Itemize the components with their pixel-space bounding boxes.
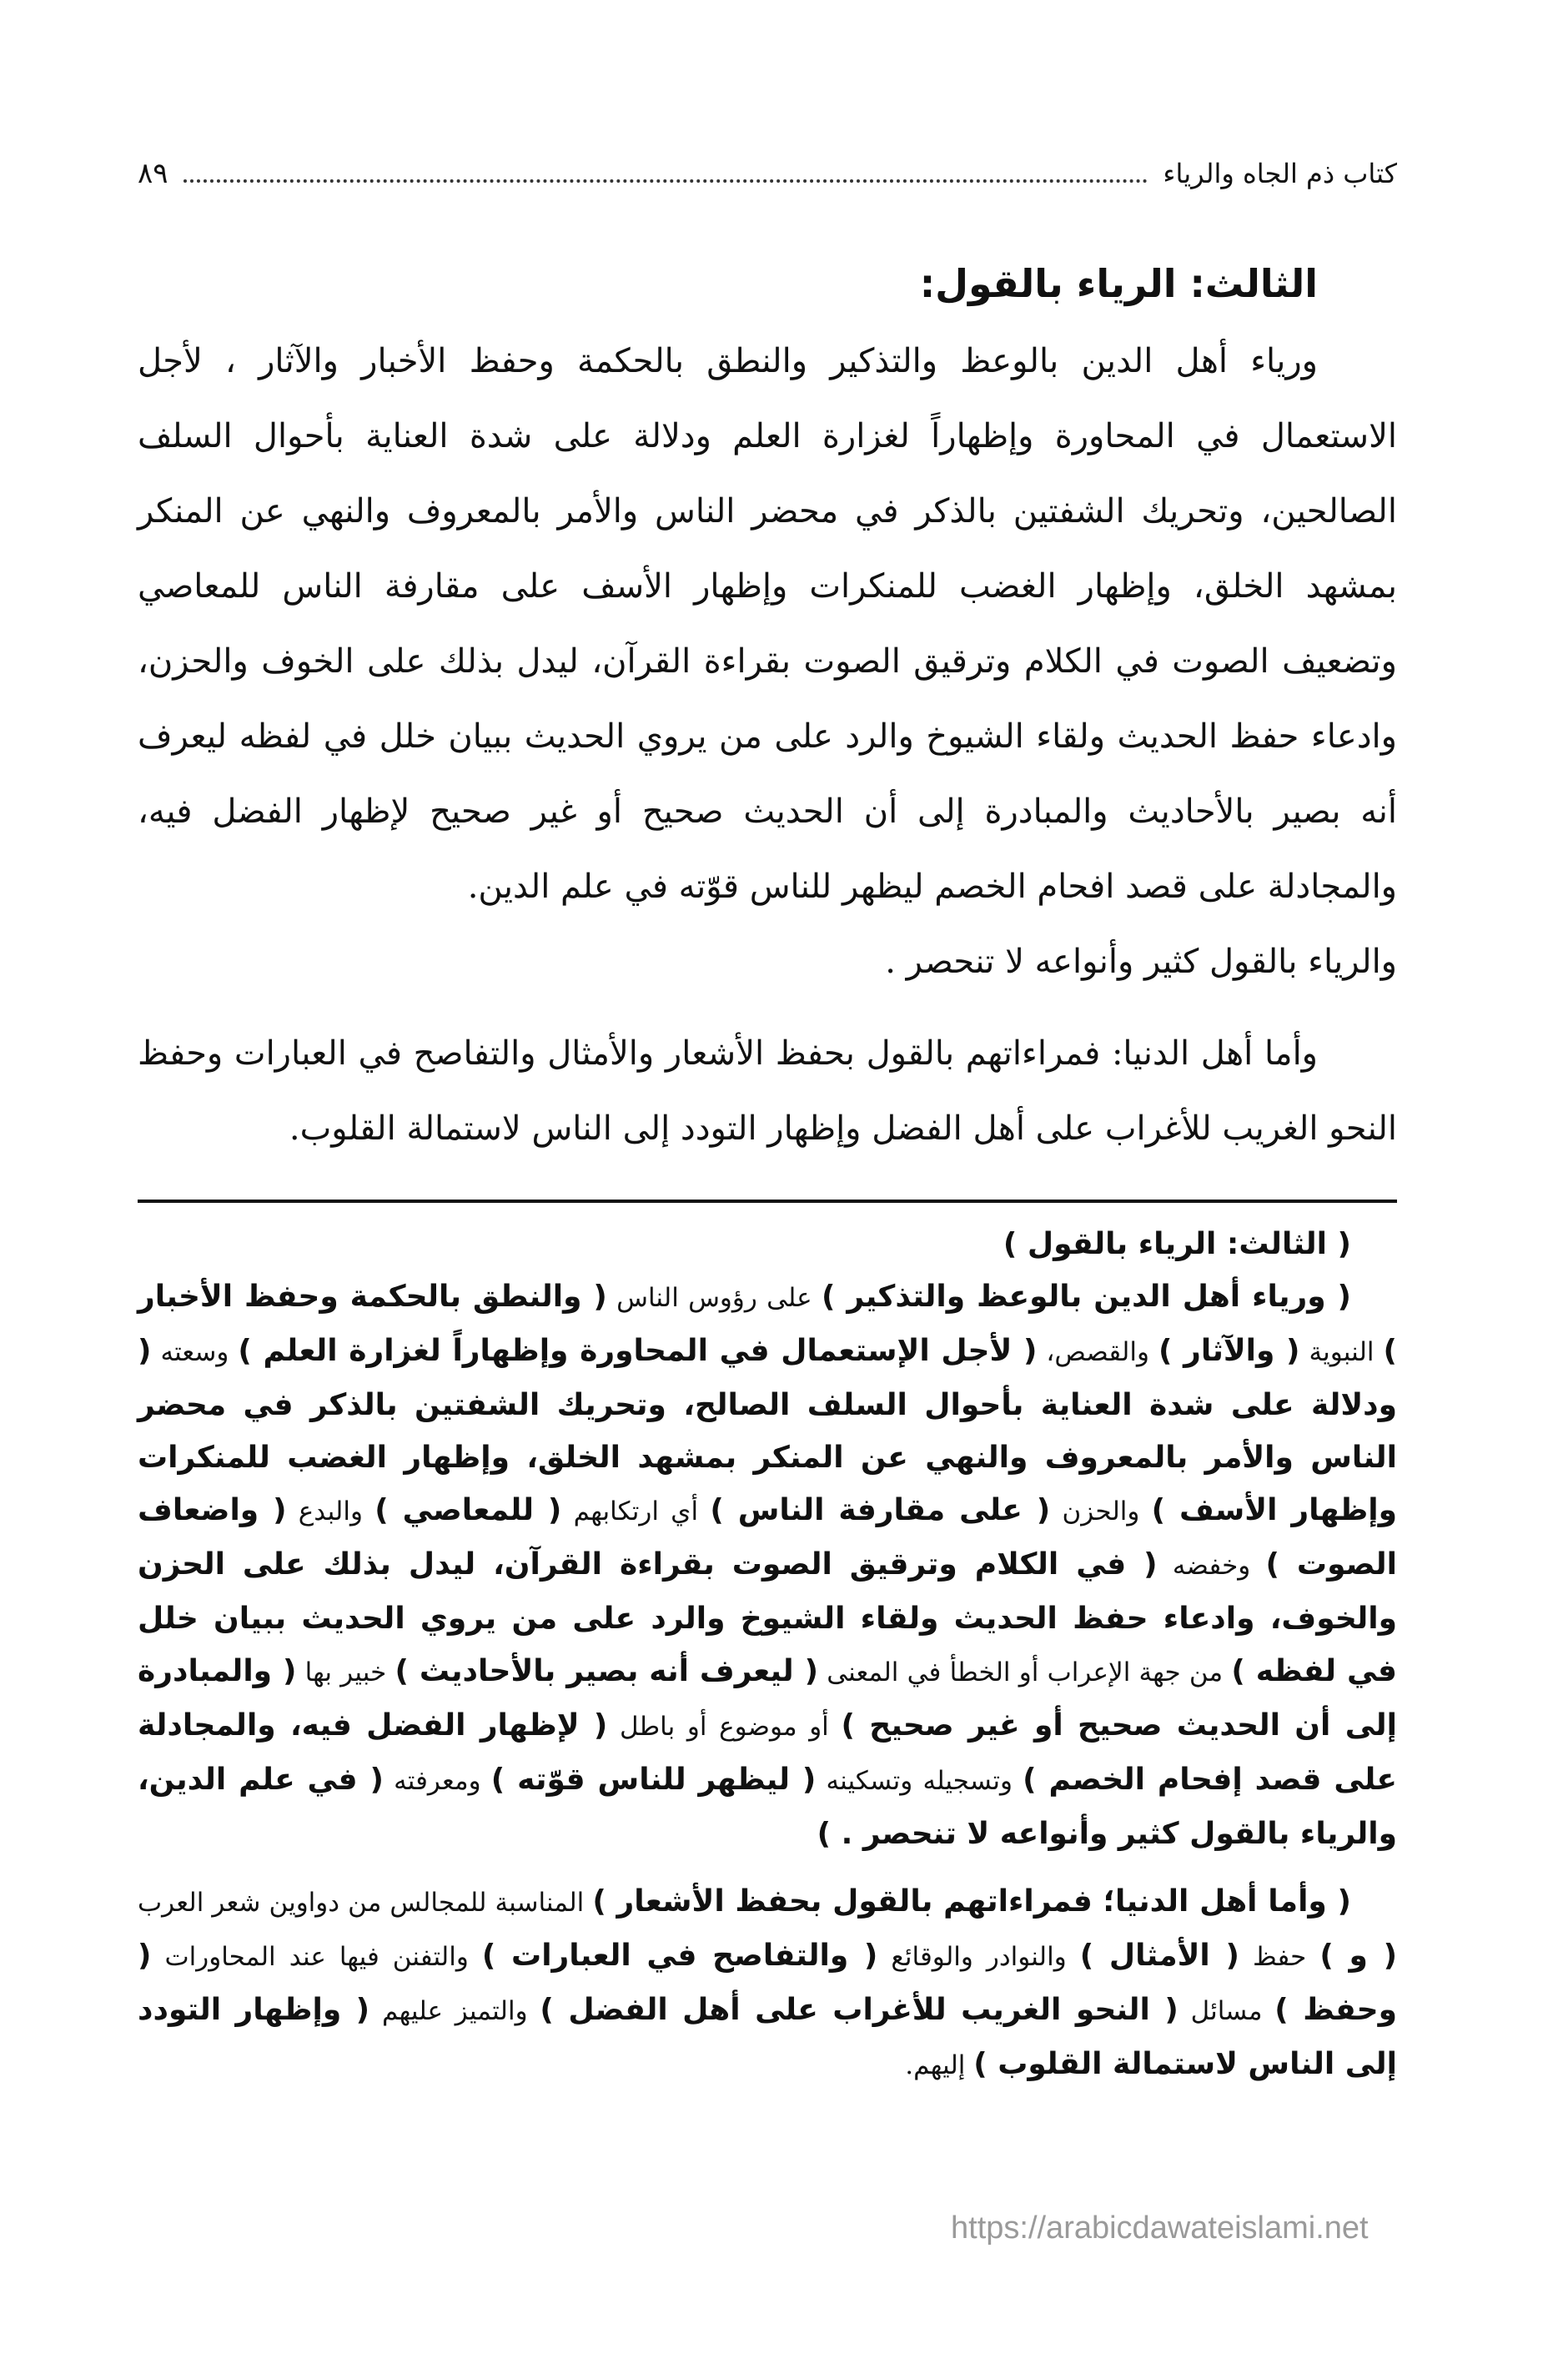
quoted-matn-segment: ( ورياء أهل الدين بالوعظ والتذكير ) xyxy=(821,1280,1352,1314)
commentary-segment: أو موضوع أو باطل xyxy=(607,1712,842,1742)
section-heading: الثالث: الرياء بالقول: xyxy=(919,261,1318,306)
quoted-matn-segment: ( لأجل الإستعمال في المحاورة وإظهاراً لغزارة العلم ) xyxy=(238,1334,1038,1368)
quoted-matn-segment: ( الأمثال ) xyxy=(1079,1939,1239,1973)
quoted-matn-segment: ( على مقارفة الناس ) xyxy=(710,1493,1051,1527)
quoted-matn-segment: ( ليظهر للناس قوّته ) xyxy=(490,1763,817,1797)
quoted-matn-segment: ( للمعاصي ) xyxy=(374,1493,562,1527)
source-watermark: https://arabicdawateislami.net xyxy=(951,2211,1369,2246)
commentary-paragraph-1 xyxy=(138,1270,1397,1860)
quoted-matn-segment: ( والتفاصح في العبارات ) xyxy=(481,1939,878,1973)
quoted-matn-segment: ( والآثار ) xyxy=(1158,1334,1300,1368)
quoted-matn-segment: ( و ) xyxy=(1319,1939,1398,1973)
main-text xyxy=(138,250,1397,1166)
commentary-segment: إليهم. xyxy=(905,2050,974,2080)
quoted-matn-segment: ( لإظهار الفضل فيه، والمجادلة على قصد إفحام الخصم ) xyxy=(138,1708,1398,1797)
commentary-segment: النبوية xyxy=(1299,1337,1384,1367)
commentary-segment: والحزن xyxy=(1050,1496,1152,1527)
page-number: ٨٩ xyxy=(138,157,168,190)
commentary-segment: والبدع xyxy=(286,1496,375,1527)
commentary-segment: والتفنن فيها عند المحاورات xyxy=(151,1942,482,1972)
quoted-matn-segment: ( ليعرف أنه بصير بالأحاديث ) xyxy=(395,1654,819,1688)
quoted-matn-segment: ( وأما أهل الدنيا؛ فمراءاتهم بالقول بحفظ الأشعار ) xyxy=(592,1884,1351,1919)
commentary-divider xyxy=(138,1200,1397,1203)
commentary-segment: وخفضه xyxy=(1157,1551,1266,1581)
commentary-segment: حفظ xyxy=(1239,1942,1320,1972)
commentary-heading: ( الثالث: الرياء بالقول ) xyxy=(1003,1227,1351,1261)
commentary-segment: المناسبة للمجالس من دواوين شعر العرب xyxy=(138,1888,593,1918)
quoted-matn-segment: ( في الكلام وترقيق الصوت بقراءة القرآن، ليدل بذلك على الحزن والخوف، وادعاء حفظ الحديث ولقاء الشيوخ والرد على من يروي الحديث ببيان خلل في لفظه ) xyxy=(138,1547,1397,1688)
commentary-segment: والتميز عليهم xyxy=(369,1996,540,2026)
commentary-segment: وتسجيله وتسكينه xyxy=(816,1766,1023,1796)
running-header xyxy=(138,148,1397,199)
leader-dots xyxy=(183,164,1148,183)
header-title: كتاب ذم الجاه والرياء xyxy=(1163,158,1397,189)
quoted-matn-segment: ( النحو الغريب للأغراب على أهل الفضل ) xyxy=(540,1993,1179,2027)
commentary-paragraph-2 xyxy=(138,1875,1397,2092)
quoted-matn-segment: ( والنطق بالحكمة وحفظ الأخبار ) xyxy=(138,1280,1397,1368)
commentary-segment: من جهة الإعراب أو الخطأ في المعنى xyxy=(818,1657,1232,1687)
main-paragraph-2: وأما أهل الدنيا: فمراءاتهم بالقول بحفظ الأشعار والأمثال والتفاصح في العبارات وحفظ النحو الغريب للأغراب على أهل الفضل وإظهار التودد إلى الناس لاستمالة القلوب. xyxy=(138,1034,1397,1148)
quoted-matn-segment: ( وإظهار التودد إلى الناس لاستمالة القلوب ) xyxy=(138,1993,1397,2081)
commentary-segment: والقصص، xyxy=(1037,1337,1158,1367)
commentary-segment: والنوادر والوقائع xyxy=(877,1942,1080,1972)
quoted-matn-segment: ( واضعاف الصوت ) xyxy=(138,1493,1398,1582)
commentary xyxy=(138,1218,1397,2092)
commentary-segment: وسعته xyxy=(151,1337,239,1367)
main-paragraph-1: ورياء أهل الدين بالوعظ والتذكير والنطق بالحكمة وحفظ الأخبار والآثار ، لأجل الاستعمال في المحاورة وإظهاراً لغزارة العلم ودلالة على شدة العناية بأحوال السلف الصالحين، وتحريك الشفتين بالذكر في محضر الناس والأمر بالمعروف والنهي عن المنكر بمشهد الخلق، وإظهار الغضب للمنكرات وإظهار الأسف على مقارفة الناس للمعاصي وتضعيف الصوت في الكلام وترقيق الصوت بقراءة القرآن، ليدل بذلك على الخوف والحزن، وادعاء حفظ الحديث ولقاء الشيوخ والرد على من يروي الحديث ببيان خلل في لفظه ليعرف أنه بصير بالأحاديث والمبادرة إلى أن الحديث صحيح أو غير صحيح لإظهار الفضل فيه، والمجادلة على قصد افحام الخصم ليظهر للناس قوّته في علم الدين. xyxy=(138,342,1397,906)
commentary-segment: على رؤوس الناس xyxy=(606,1283,822,1313)
quoted-matn-segment: ( والمبادرة إلى أن الحديث صحيح أو غير صحيح ) xyxy=(138,1654,1397,1743)
commentary-segment: خبير بها xyxy=(296,1657,395,1687)
commentary-segment: مسائل xyxy=(1178,1996,1275,2026)
quoted-matn-segment: ( وحفظ ) xyxy=(138,1939,1397,2027)
quoted-matn-segment: ( ودلالة على شدة العناية بأحوال السلف الصالح، وتحريك الشفتين بالذكر في محضر الناس والأمر بالمعروف والنهي عن المنكر بمشهد الخلق، وإظهار الغضب للمنكرات وإظهار الأسف ) xyxy=(138,1334,1397,1527)
quoted-matn-segment: ( في علم الدين، والرياء بالقول كثير وأنواعه لا تنحصر . ) xyxy=(138,1763,1397,1851)
commentary-segment: أي ارتكابهم xyxy=(561,1496,711,1527)
commentary-segment: ومعرفته xyxy=(383,1766,491,1796)
main-paragraph-1-end: والرياء بالقول كثير وأنواعه لا تنحصر . xyxy=(885,943,1397,981)
